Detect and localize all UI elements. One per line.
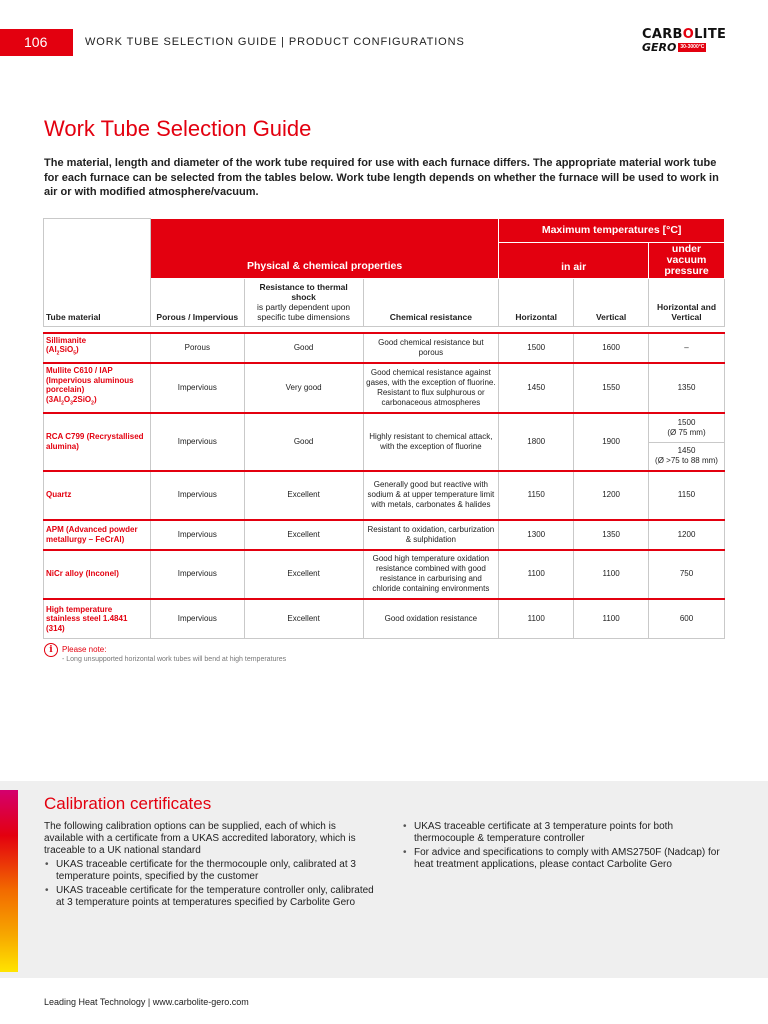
table-row: RCA C799 (Recrystallised alumina) Impervious Good Highly resistant to chemical attack, with the exception of fluorine 1800 1900 1500 (Ø 75 mm): [44, 413, 725, 443]
note-text: - Long unsupported horizontal work tubes will bend at high temperatures: [62, 656, 287, 663]
col-header-porous: Porous / Impervious: [150, 279, 244, 327]
list-item: • For advice and specifications to comply with AMS2750F (Nadcap) for heat treatment applications, please contact Carbolite Gero: [402, 847, 732, 871]
table-row: 1450 (Ø >75 to 88 mm): [44, 443, 725, 471]
table-row: Mullite C610 / IAP (Impervious aluminous porcelain) $(3Al_2O_32SiO_2)$ Impervious Very good Good chemical resistance against gases, with the exception of fluorine. Resistant to flux sulphurous or carbonaceous atmospheres 1450 1550 1350: [44, 363, 725, 413]
table-row: NiCr alloy (Inconel) Impervious Excellent Good high temperature oxidation resistance combined with good resistance in carburising and chloride containing environments 1100 1100 750: [44, 550, 725, 599]
col-header-chemical: Chemical resistance: [363, 279, 499, 327]
col-header-tube-material: Tube material: [44, 219, 151, 327]
table-row: Sillimanite $(Al_2SiO_5)$ Porous Good Good chemical resistance but porous 1500 1600 –: [44, 333, 725, 363]
col-header-horizontal: Horizontal: [499, 279, 574, 327]
group-header-max-temp: Maximum temperatures [°C]: [499, 219, 725, 243]
list-item: • UKAS traceable certificate for the thermocouple only, calibrated at 3 temperature points, specified by the customer: [44, 859, 374, 883]
calibration-left-column: [44, 821, 374, 909]
col-header-vertical: Vertical: [574, 279, 649, 327]
list-item: • UKAS traceable certificate at 3 temperature points for both thermocouple & temperature controller: [402, 821, 732, 845]
note-label: Please note:: [62, 645, 107, 654]
intro-paragraph: The material, length and diameter of the work tube required for use with each furnace differs. The appropriate material work tube for each furnace can be selected from the tables below. Work tube length depends on whether the furnace will be used to work in air or with modified atmosphere/vacuum.: [44, 157, 719, 198]
calibration-intro: The following calibration options can be supplied, each of which is available with a certificate from a UKAS accredited laboratory, which is traceable to a UK national standard: [44, 821, 356, 856]
info-icon: i: [44, 643, 58, 657]
table-row: APM (Advanced powder metallurgy – FeCrAl) Impervious Excellent Resistant to oxidation, carburization & sulphidation 1300 1350 1200: [44, 520, 725, 550]
group-header-in-air: in air: [499, 243, 649, 279]
work-tube-table: [43, 218, 725, 639]
calibration-title: Calibration certificates: [44, 794, 212, 813]
gradient-bar: [0, 790, 18, 972]
carbolite-gero-logo: CARBOLITE GERO 30-3000°C: [642, 27, 727, 54]
table-row: Quartz Impervious Excellent Generally good but reactive with sodium & at upper temperature limit with metals, carbonates & halides 1150 1200 1150: [44, 471, 725, 520]
group-header-physical: Physical & chemical properties: [150, 219, 498, 279]
calibration-right-column: [402, 821, 732, 871]
col-header-horiz-vert: Horizontal and Vertical: [649, 279, 725, 327]
list-item: • UKAS traceable certificate for the temperature controller only, calibrated at 3 temperature points at temperatures specified by Carbolite Gero: [44, 885, 374, 909]
col-header-thermal-shock: Resistance to thermal shock is partly dependent upon specific tube dimensions: [244, 279, 363, 327]
calibration-section: [0, 781, 768, 978]
group-header-vacuum: under vacuum pressure: [649, 243, 725, 279]
page-title: Work Tube Selection Guide: [44, 116, 312, 141]
page-number: 106: [0, 29, 73, 56]
footer: Leading Heat Technology | www.carbolite-gero.com: [44, 997, 249, 1007]
table-row: High temperature stainless steel 1.4841 (314) Impervious Excellent Good oxidation resistance 1100 1100 600: [44, 599, 725, 639]
section-header: WORK TUBE SELECTION GUIDE | PRODUCT CONFIGURATIONS: [85, 36, 465, 48]
